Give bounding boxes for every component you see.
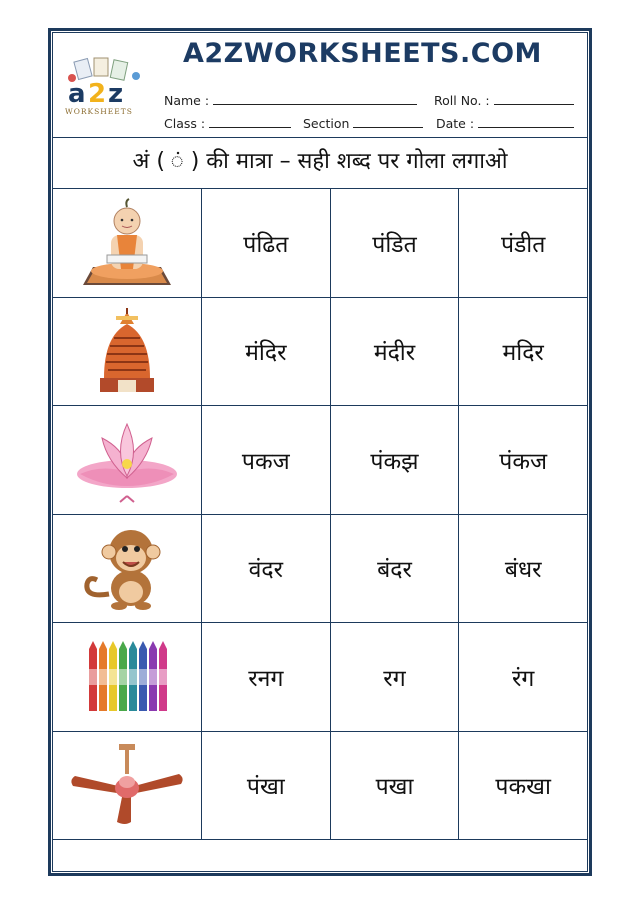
- date-label: Date :: [436, 116, 475, 131]
- word-option[interactable]: पकखा: [459, 731, 588, 840]
- table-row: [53, 623, 588, 732]
- roll-label: Roll No. :: [434, 93, 490, 108]
- word-option[interactable]: मंदीर: [330, 297, 459, 406]
- word-option[interactable]: पखा: [330, 731, 459, 840]
- ceiling-fan-icon: [53, 742, 201, 828]
- word-option[interactable]: मंदिर: [202, 297, 331, 406]
- table-row: [53, 297, 588, 406]
- word-option[interactable]: पंडित: [330, 189, 459, 298]
- picture-cell: [53, 189, 202, 298]
- word-option[interactable]: पंकज: [459, 406, 588, 515]
- name-line[interactable]: [213, 92, 417, 105]
- class-line[interactable]: [209, 115, 291, 128]
- date-line[interactable]: [478, 115, 574, 128]
- word-option[interactable]: रनग: [202, 623, 331, 732]
- word-option[interactable]: पंढित: [202, 189, 331, 298]
- word-option[interactable]: पकज: [202, 406, 331, 515]
- class-field[interactable]: [164, 115, 291, 131]
- lotus-icon: [53, 416, 201, 504]
- picture-cell: [53, 406, 202, 515]
- picture-cell: [53, 731, 202, 840]
- section-label: Section: [303, 116, 350, 131]
- word-option[interactable]: रंग: [459, 623, 588, 732]
- monkey-icon: [53, 522, 201, 614]
- picture-cell: [53, 514, 202, 623]
- table-row: [53, 406, 588, 515]
- section-line[interactable]: [353, 115, 423, 128]
- a2z-logo: [62, 56, 146, 120]
- worksheet-title: अं ( ं ) की मात्रा – सही शब्द पर गोला लगाओ: [132, 149, 508, 174]
- svg-text:WORKSHEETS: WORKSHEETS: [65, 107, 133, 116]
- pandit-icon: [53, 197, 201, 289]
- header-divider: [52, 137, 588, 138]
- word-option[interactable]: पंकझ: [330, 406, 459, 515]
- site-title: A2ZWORKSHEETS.COM: [183, 38, 542, 69]
- picture-cell: [53, 297, 202, 406]
- word-option[interactable]: बंधर: [459, 514, 588, 623]
- word-option[interactable]: रग: [330, 623, 459, 732]
- roll-field[interactable]: [434, 92, 574, 108]
- word-option[interactable]: वंदर: [202, 514, 331, 623]
- table-row: [53, 731, 588, 840]
- word-option[interactable]: पंडीत: [459, 189, 588, 298]
- word-option[interactable]: पंखा: [202, 731, 331, 840]
- roll-line[interactable]: [494, 92, 574, 105]
- table-row: [53, 189, 588, 298]
- date-field[interactable]: [436, 115, 574, 131]
- picture-cell: [53, 623, 202, 732]
- svg-text:z: z: [108, 79, 124, 109]
- section-field[interactable]: [303, 115, 423, 131]
- temple-icon: [53, 306, 201, 396]
- table-row: [53, 514, 588, 623]
- logo-a: a: [68, 79, 86, 109]
- class-label: Class :: [164, 116, 206, 131]
- crayons-icon: [53, 639, 201, 715]
- worksheet-table: [52, 188, 588, 840]
- word-option[interactable]: बंदर: [330, 514, 459, 623]
- name-label: Name :: [164, 93, 210, 108]
- svg-text:2: 2: [88, 79, 107, 109]
- name-field[interactable]: [164, 92, 417, 108]
- word-option[interactable]: मदिर: [459, 297, 588, 406]
